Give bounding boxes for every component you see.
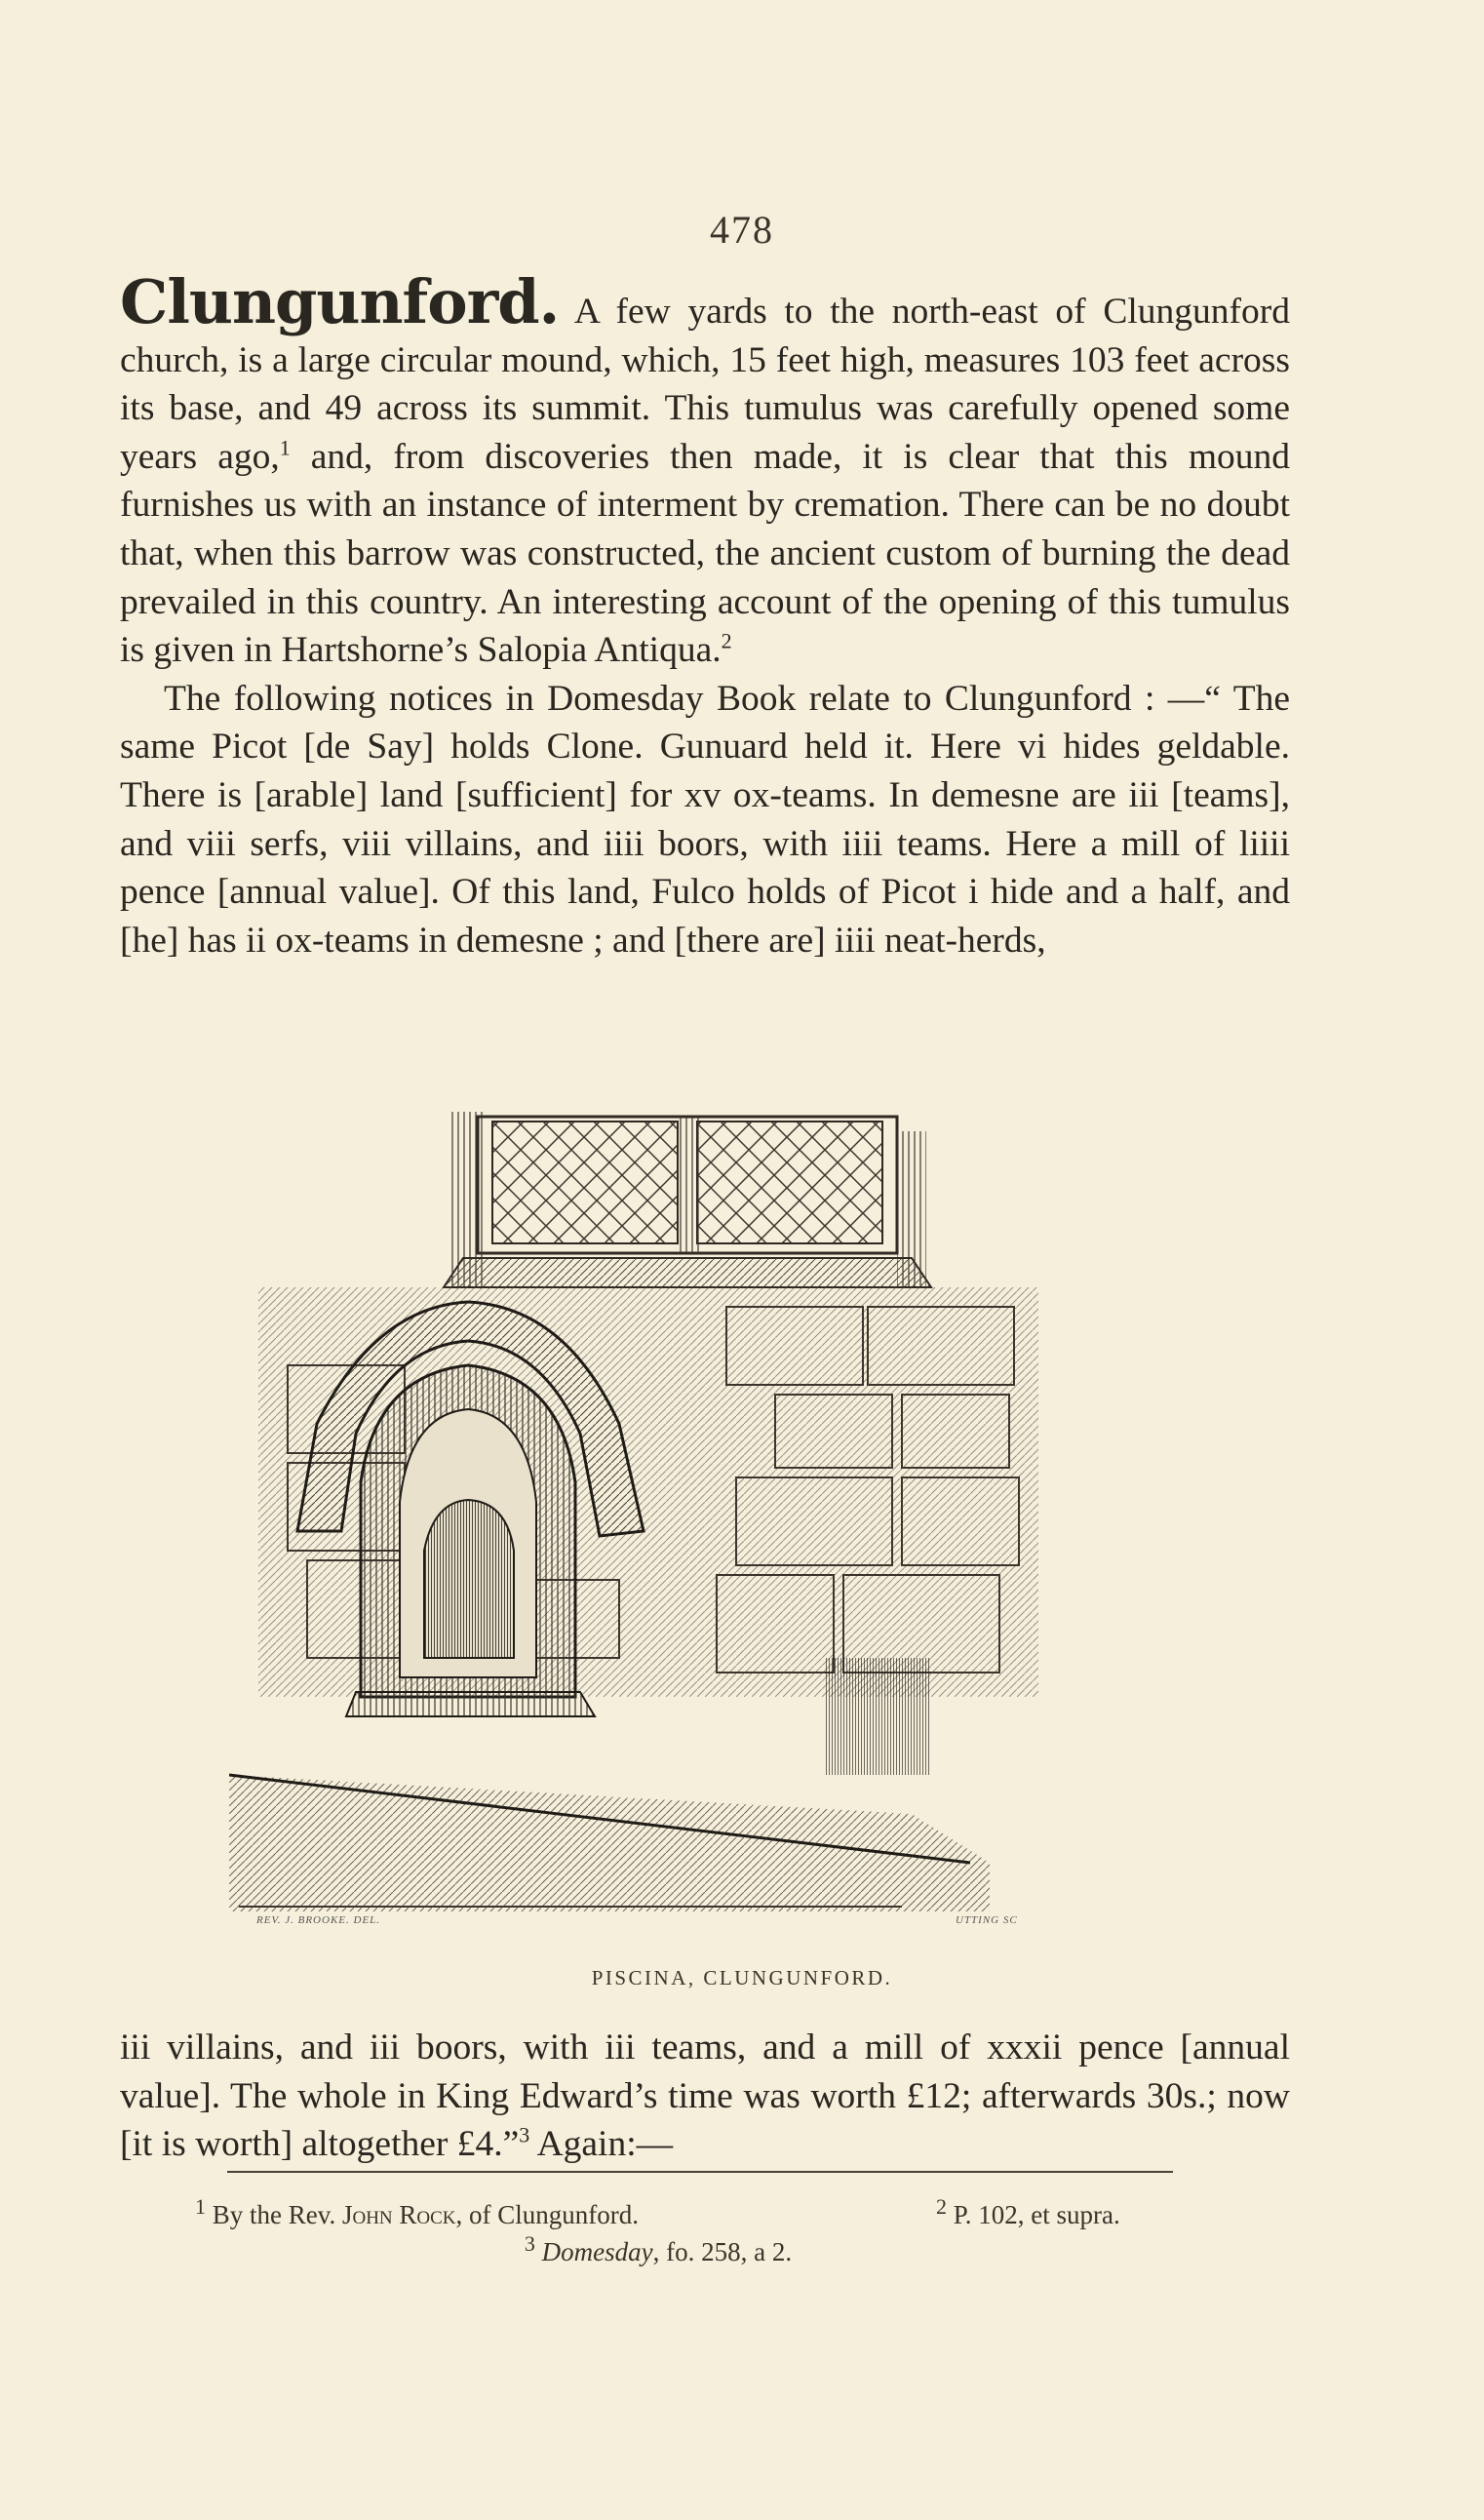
footnote-2-mark: 2 xyxy=(936,2194,947,2219)
footnote-3-text: , fo. 258, a 2. xyxy=(652,2237,793,2266)
footnote-1-name: John Rock xyxy=(341,2200,456,2229)
paragraph-1-text-cont: and, from discoveries then made, it is clear that this mound furnishes us with an instance of interment by cremation. There can be no doubt that, when this barrow was constructed, the ancient custom of burning the dead prevailed in this country. An interesting account of the opening of this tumulus is given in Hartshorne’s Salopia Antiqua. xyxy=(120,436,1291,671)
footnote-1-post: , of Clungunford. xyxy=(455,2200,640,2229)
window-lattice-left xyxy=(492,1122,678,1243)
piscina-niche xyxy=(424,1500,514,1658)
footnote-3-title: Domesday xyxy=(541,2237,653,2266)
engraver-credit: UTTING SC xyxy=(956,1914,1018,1926)
footnote-1-pre: By the Rev. xyxy=(206,2200,342,2229)
wall-dark-block xyxy=(824,1658,931,1775)
footnote-2 xyxy=(936,2196,1120,2233)
footnote-2-text: P. 102, et supra. xyxy=(947,2200,1120,2229)
body-text-bottom xyxy=(120,2024,1290,2169)
paragraph-1 xyxy=(120,266,1291,675)
paragraph-3 xyxy=(120,2024,1290,2169)
paragraph-1-text: A few yards to the north-east of Clungunford church, is a large circular mound, which, 15 feet high, measures 103 feet across its base, and 49 across its summit. This tumulus was carefully opened some years ago, xyxy=(120,292,1290,477)
footnote-ref-3: 3 xyxy=(519,2122,530,2147)
piscina-ledge xyxy=(346,1692,595,1716)
footnote-1 xyxy=(195,2196,639,2233)
footnote-3 xyxy=(195,2233,1199,2270)
figure-caption: PISCINA, CLUNGUNFORD. xyxy=(591,1966,893,1989)
footnote-ref-1: 1 xyxy=(279,435,291,460)
footnote-rule xyxy=(227,2171,1173,2173)
footnote-ref-2: 2 xyxy=(721,628,732,653)
page-number: 478 xyxy=(710,208,774,252)
body-text-top xyxy=(120,266,1291,965)
footnotes xyxy=(195,2196,1199,2270)
footnote-row-1 xyxy=(195,2196,1199,2233)
window-lattice-right xyxy=(697,1122,882,1243)
footnote-3-mark: 3 xyxy=(524,2231,535,2256)
window-sill xyxy=(444,1258,931,1287)
paragraph-3-end: Again:— xyxy=(529,2124,674,2165)
window-mullion xyxy=(676,1117,699,1253)
section-heading: Clungunford. xyxy=(120,266,560,337)
footnote-1-mark: 1 xyxy=(195,2194,206,2219)
piscina-illustration xyxy=(229,1112,1155,1941)
paragraph-2: The following notices in Domesday Book relate to Clungunford : —“ The same Picot [de Say] holds Clone. Gunuard held it. Here vi hides geldable. There is [arable] land [sufficient] for xv ox-teams. In demesne are iii [teams], and viii serfs, viii villains, and iiii boors, with iiii teams. Here a mill of liiii pence [annual value]. Of this land, Fulco holds of Picot i hide and a half, and [he] has ii ox-teams in demesne ; and [there are] iiii neat-herds, xyxy=(120,678,1290,961)
floor xyxy=(229,1775,990,1911)
artist-credit: REV. J. BROOKE. DEL. xyxy=(256,1914,381,1926)
paragraph-3-text: iii villains, and iii boors, with iii teams, and a mill of xxxii pence [annual value]. The whole in King Edward’s time was worth £12; afterwards 30s.; now [it is worth] altogether £4.” xyxy=(120,2028,1290,2165)
